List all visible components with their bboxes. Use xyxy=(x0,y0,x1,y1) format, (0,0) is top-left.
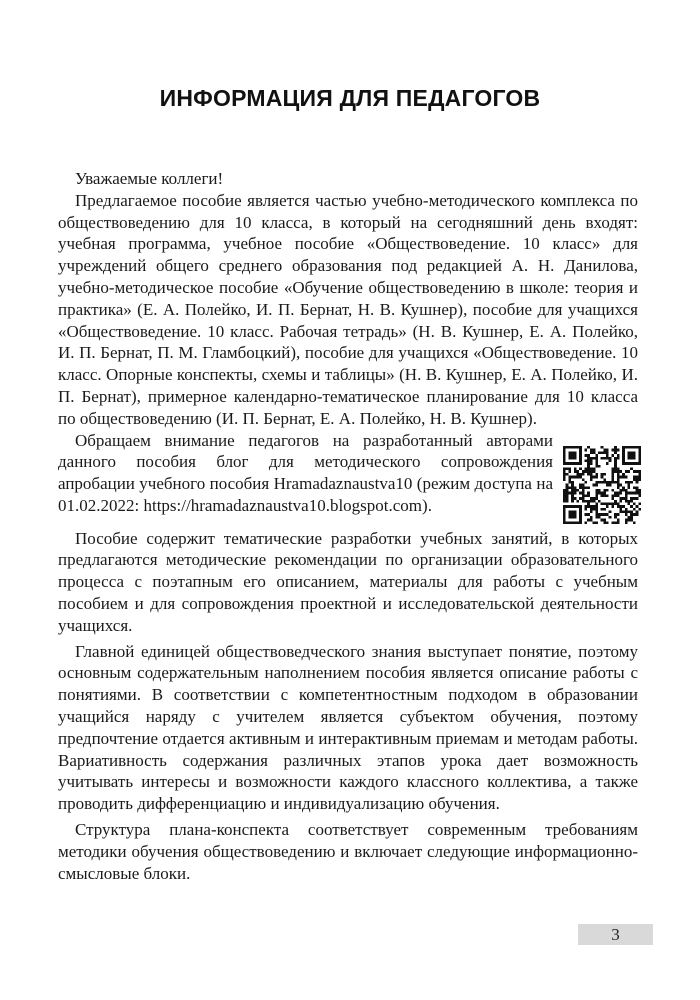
paragraph-concepts: Главной единицей обществоведческого знания выступает понятие, поэтому основным содержательным наполнением пособия является описание работы с понятиями. В соответствии с компетентностным подходом в образовании учащийся наряду с учителем является субъектом обучения, поэтому предпочтение отдается активным и интерактивным приемам и методам работы. Вариативность содержания различных этапов урока дает возможность учитывать интересы и возможности каждого классного коллектива, а также проводить дифференциацию и индивидуализацию обучения. xyxy=(58,641,638,814)
body-text xyxy=(58,168,638,884)
paragraph-structure: Структура плана-конспекта соответствует современным требованиям методики обучения обществоведению и включает следующие информационно-смысловые блоки. xyxy=(58,819,638,883)
page-title: ИНФОРМАЦИЯ ДЛЯ ПЕДАГОГОВ xyxy=(159,85,541,112)
paragraph-contents: Пособие содержит тематические разработки учебных занятий, в которых предлагаются методические рекомендации по организации образовательного процесса с поэтапным его описанием, материалы для работы с учебным пособием и для сопровождения проектной и исследовательской деятельности учащихся. xyxy=(58,528,638,635)
paragraph-complex: Предлагаемое пособие является частью учебно-методического комплекса по обществоведению для 10 класса, в который на сегодняшний день входят: учебная программа, учебное пособие «Обществоведение. 10 класс» для учреждений общего среднего образования под редакцией А. Н. Данилова, учебно-методическое пособие «Обучение обществоведению в школе: теория и практика» (Е. А. Полейко, И. П. Бернат, Н. В. Кушнер), пособие для учащихся «Обществоведение. 10 класс. Рабочая тетрадь» (Н. В. Кушнер, Е. А. Полейко, И. П. Бернат, П. М. Гламбоцкий), пособие для учащихся «Обществоведение. 10 класс. Опорные конспекты, схемы и таблицы» (Н. В. Кушнер, Е. А. Полейко, И. П. Бернат), примерное календарно-тематическое планирование для 10 класса по обществоведению (И. П. Бернат, Е. А. Полейко, Н. В. Кушнер). xyxy=(58,190,638,428)
page-number: 3 xyxy=(578,924,653,945)
paragraph-blog: Обращаем внимание педагогов на разработанный авторами данного пособия блог для методического сопровождения апробации учебного пособия Hramadaznaustva10 (режим доступа на 01.02.2022: https://hramadaznaustva10.blogspot.com). xyxy=(58,430,553,515)
greeting: Уважаемые коллеги! xyxy=(75,169,224,188)
blog-paragraph-block xyxy=(58,430,638,524)
qr-code-icon xyxy=(563,446,641,524)
